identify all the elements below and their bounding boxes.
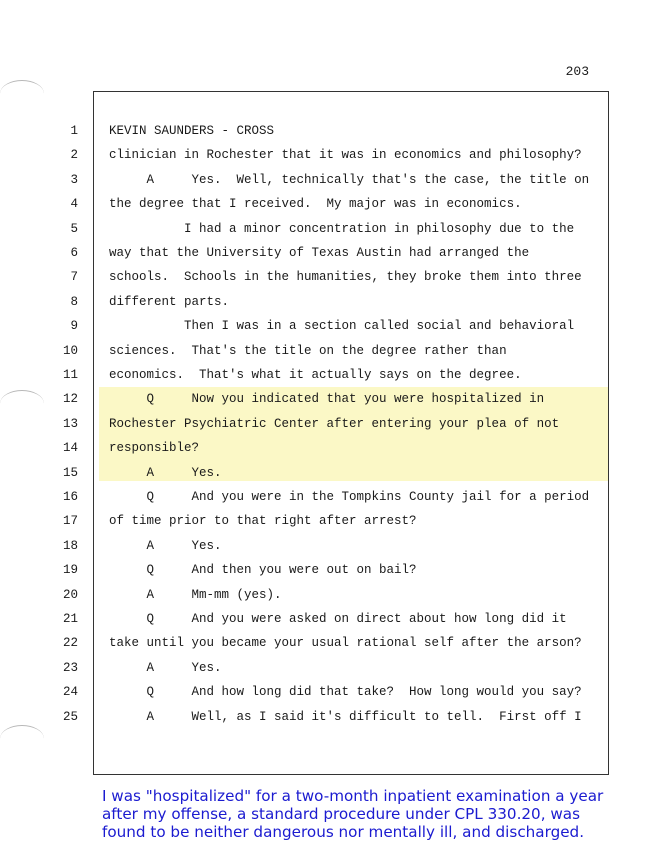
transcript-line: schools. Schools in the humanities, they broke them into three — [109, 270, 582, 284]
line-number: 10 — [62, 344, 78, 358]
transcript-line: of time prior to that right after arrest? — [109, 514, 417, 528]
transcript-line: A Well, as I said it's difficult to tell. First off I — [109, 710, 582, 724]
transcript-line: take until you became your usual rational self after the arson? — [109, 636, 582, 650]
transcript-line: clinician in Rochester that it was in economics and philosophy? — [109, 148, 582, 162]
line-number: 14 — [62, 441, 78, 455]
line-number: 11 — [62, 368, 78, 382]
transcript-line: the degree that I received. My major was in economics. — [109, 197, 522, 211]
line-number: 2 — [70, 148, 78, 162]
line-number: 13 — [62, 417, 78, 431]
transcript-line: economics. That's what it actually says on the degree. — [109, 368, 522, 382]
page-number: 203 — [565, 64, 589, 79]
transcript-line: Then I was in a section called social and behavioral — [109, 319, 575, 333]
transcript-line: Q And you were in the Tompkins County jail for a period — [109, 490, 590, 504]
transcript-line: Q And then you were out on bail? — [109, 563, 417, 577]
transcript-line: way that the University of Texas Austin had arranged the — [109, 246, 530, 260]
line-number: 16 — [62, 490, 78, 504]
annotation-note: I was "hospitalized" for a two-month inpatient examination a year after my offense, a standard procedure under CPL 330.20, was found to be neither dangerous nor mentally ill, and discharged. — [102, 787, 604, 841]
line-number: 8 — [70, 295, 78, 309]
transcript-line: I had a minor concentration in philosophy due to the — [109, 222, 575, 236]
transcript-line: Q And you were asked on direct about how long did it — [109, 612, 567, 626]
transcript-line: different parts. — [109, 295, 230, 309]
line-number: 17 — [62, 514, 78, 528]
line-number: 20 — [62, 588, 78, 602]
line-number: 19 — [62, 563, 78, 577]
transcript-line: A Mm-mm (yes). — [109, 588, 282, 602]
transcript-line: Q Now you indicated that you were hospitalized in — [109, 392, 545, 406]
line-number: 21 — [62, 612, 78, 626]
line-number: 24 — [62, 685, 78, 699]
line-number: 9 — [70, 319, 78, 333]
line-number: 7 — [70, 270, 78, 284]
line-number: 18 — [62, 539, 78, 553]
transcript-line: Q And how long did that take? How long would you say? — [109, 685, 582, 699]
line-number: 12 — [62, 392, 78, 406]
transcript-line: A Yes. Well, technically that's the case, the title on — [109, 173, 590, 187]
line-number: 22 — [62, 636, 78, 650]
line-number: 4 — [70, 197, 78, 211]
line-number: 23 — [62, 661, 78, 675]
line-number-column — [0, 0, 85, 850]
line-number: 15 — [62, 466, 78, 480]
transcript-line: A Yes. — [109, 466, 222, 480]
line-number: 25 — [62, 710, 78, 724]
line-number: 5 — [70, 222, 78, 236]
transcript-line: Rochester Psychiatric Center after entering your plea of not — [109, 417, 560, 431]
line-number: 6 — [70, 246, 78, 260]
line-number: 1 — [70, 124, 78, 138]
transcript-line: responsible? — [109, 441, 200, 455]
transcript-line: KEVIN SAUNDERS - CROSS — [109, 124, 275, 138]
transcript-line: A Yes. — [109, 661, 222, 675]
line-number: 3 — [70, 173, 78, 187]
transcript-line: A Yes. — [109, 539, 222, 553]
transcript-line: sciences. That's the title on the degree rather than — [109, 344, 507, 358]
